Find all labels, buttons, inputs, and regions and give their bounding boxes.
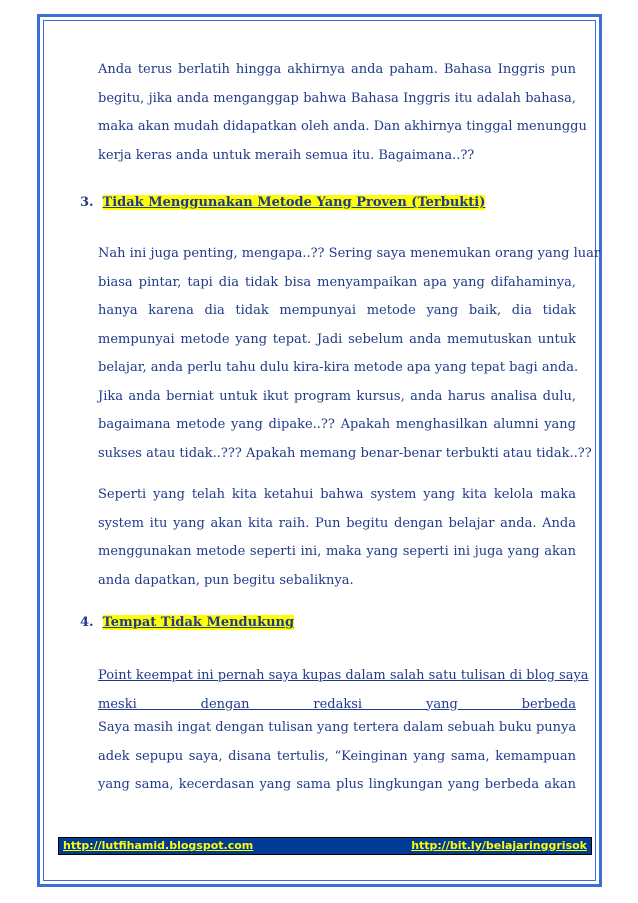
- heading-number: 3.: [80, 195, 94, 210]
- text-line: Jika anda berniat untuk ikut program kursus, anda harus analisa dulu,: [98, 388, 576, 404]
- text-line: bagaimana metode yang dipake..?? Apakah menghasilkan alumni yang: [98, 417, 576, 432]
- text-line: maka akan mudah didapatkan oleh anda. Dan akhirnya tinggal menunggu: [98, 119, 587, 134]
- text-line: biasa pintar, tapi dia tidak bisa menyampaikan apa yang difahaminya,: [98, 274, 576, 290]
- paragraph-2: [98, 240, 601, 468]
- paragraph-5: [98, 714, 576, 800]
- text-line: adek sepupu saya, disana tertulis, “Keinginan yang sama, kemampuan: [98, 748, 576, 764]
- footer-left-link[interactable]: http://lutfihamid.blogspot.com: [63, 839, 254, 852]
- footer-right-link[interactable]: http://bit.ly/belajaringgrisok: [411, 839, 587, 852]
- text-line: Saya masih ingat dengan tulisan yang tertera dalam sebuah buku punya: [98, 720, 577, 735]
- text-line: Seperti yang telah kita ketahui bahwa system yang kita kelola maka: [98, 487, 576, 502]
- paragraph-3: [98, 481, 576, 595]
- blog-link-line[interactable]: meski dengan redaksi yang berbeda: [98, 696, 576, 712]
- text-line: mempunyai metode yang tepat. Jadi sebelum anda memutuskan untuk: [98, 331, 576, 347]
- footer-bar: [58, 837, 592, 855]
- heading-text: Tempat Tidak Mendukung: [102, 615, 295, 630]
- blog-link-paragraph[interactable]: [98, 662, 589, 719]
- text-line: begitu, jika anda menganggap bahwa Bahasa Inggris itu adalah bahasa,: [98, 90, 576, 106]
- heading-4: [80, 613, 294, 633]
- text-line: anda dapatkan, pun begitu sebaliknya.: [98, 572, 354, 588]
- text-line: yang sama, kecerdasan yang sama plus lingkungan yang berbeda akan: [98, 777, 576, 792]
- paragraph-1: [98, 56, 587, 170]
- text-line: belajar, anda perlu tahu dulu kira-kira metode apa yang tepat bagi anda.: [98, 360, 579, 375]
- text-line: Nah ini juga penting, mengapa..?? Sering saya menemukan orang yang luar: [98, 246, 601, 261]
- text-line: system itu yang akan kita raih. Pun begitu dengan belajar anda. Anda: [98, 515, 576, 531]
- text-line: Anda terus berlatih hingga akhirnya anda paham. Bahasa Inggris pun: [98, 62, 576, 77]
- blog-link-line[interactable]: Point keempat ini pernah saya kupas dalam salah satu tulisan di blog saya: [98, 668, 589, 683]
- text-line: sukses atau tidak..??? Apakah memang benar-benar terbukti atau tidak..??: [98, 445, 592, 461]
- heading-number: 4.: [80, 615, 94, 630]
- text-line: kerja keras anda untuk meraih semua itu. Bagaimana..??: [98, 147, 475, 163]
- heading-3: [80, 193, 485, 213]
- text-line: menggunakan metode seperti ini, maka yang seperti ini juga yang akan: [98, 544, 576, 559]
- heading-text: Tidak Menggunakan Metode Yang Proven (Terbukti): [102, 195, 486, 210]
- text-line: hanya karena dia tidak mempunyai metode yang baik, dia tidak: [98, 303, 576, 318]
